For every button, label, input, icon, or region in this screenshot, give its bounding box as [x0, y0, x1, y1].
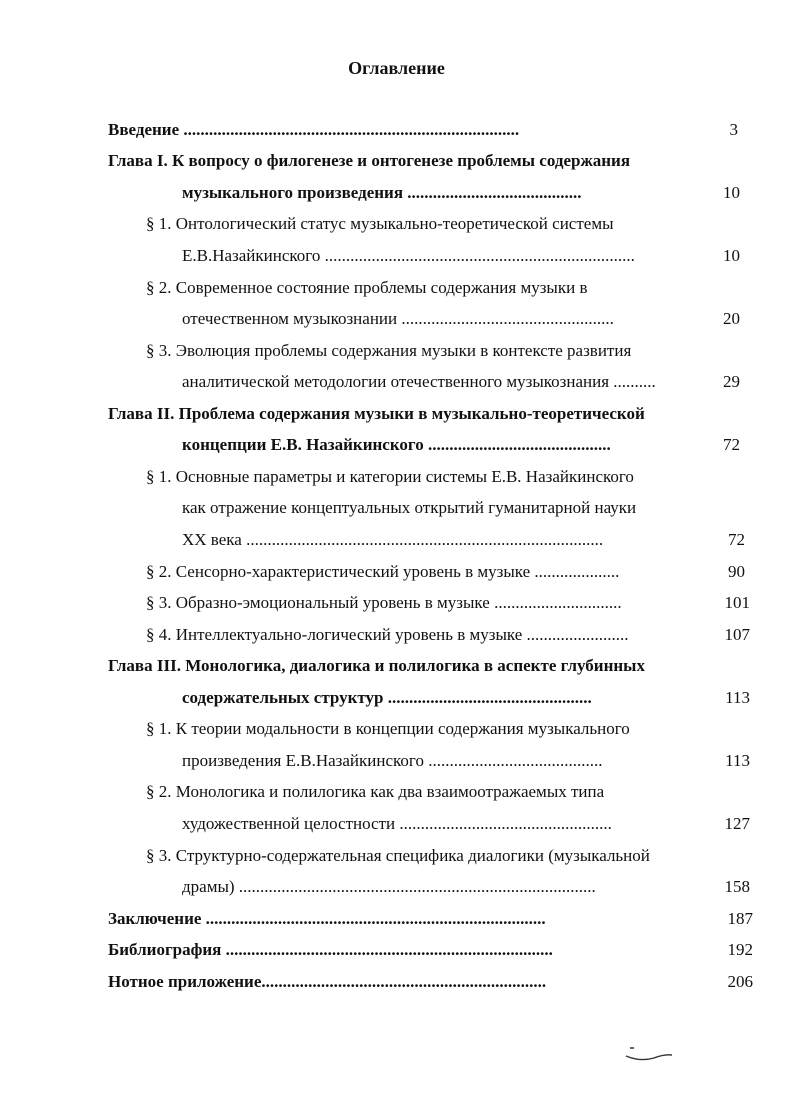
toc-section-1-1-cont: Е.В.Назайкинского ......................................................................... [182, 246, 635, 265]
page-number: 107 [724, 625, 750, 644]
toc-section-3-2-cont: художественной целостности .................................................. [182, 814, 612, 833]
page-number: 29 [723, 372, 740, 391]
toc-chapter-2-heading-cont: концепции Е.В. Назайкинского ........................................... [182, 435, 611, 454]
toc-section-2-2: § 2. Сенсорно-характеристический уровень в музыке .................... [146, 562, 620, 581]
toc-section-3-3-cont: драмы) .................................................................................... [182, 877, 596, 896]
toc-chapter-1-heading-cont: музыкального произведения ......................................... [182, 183, 582, 202]
page-number: 90 [728, 562, 745, 581]
toc-section-2-1-cont: XX века .................................................................................... [182, 530, 604, 549]
toc-section-3-2: § 2. Монологика и полилогика как два взаимоотражаемых типа [146, 782, 605, 801]
pen-stroke-mark [620, 1040, 680, 1070]
toc-section-2-1-cont: как отражение концептуальных открытий гуманитарной науки [182, 498, 637, 517]
toc-chapter-3-heading: Глава III. Монологика, диалогика и полилогика в аспекте глубинных [108, 656, 645, 675]
toc-title: Оглавление [348, 58, 445, 78]
toc-entry-introduction: Введение ............................................................................... [108, 120, 520, 139]
toc-section-1-2-cont: отечественном музыкознании .................................................. [182, 309, 614, 328]
page-number: 72 [728, 530, 745, 549]
page-number: 206 [727, 972, 753, 991]
page-number: 127 [724, 814, 750, 833]
page-number: 10 [723, 183, 740, 202]
toc-section-1-3-cont: аналитической методологии отечественного музыкознания .......... [182, 372, 656, 391]
page-number: 113 [725, 751, 750, 770]
page-number: 10 [723, 246, 740, 265]
toc-entry-music-appendix: Нотное приложение................................................................... [108, 972, 547, 991]
toc-section-3-1: § 1. К теории модальности в концепции содержания музыкального [146, 719, 630, 738]
toc-entry-bibliography: Библиография ............................................................................. [108, 940, 553, 959]
toc-section-3-3: § 3. Структурно-содержательная специфика диалогики (музыкальной [146, 846, 650, 865]
page-number: 3 [729, 120, 738, 139]
toc-section-2-4: § 4. Интеллектуально-логический уровень в музыке ........................ [146, 625, 629, 644]
page-number: 20 [723, 309, 740, 328]
page-number: 192 [727, 940, 753, 959]
toc-section-3-1-cont: произведения Е.В.Назайкинского ......................................... [182, 751, 603, 770]
toc-chapter-3-heading-cont: содержательных структур ................................................ [182, 688, 592, 707]
toc-section-1-1: § 1. Онтологический статус музыкально-теоретической системы [146, 214, 614, 233]
toc-chapter-1-heading: Глава I. К вопросу о филогенезе и онтогенезе проблемы содержания [108, 151, 631, 170]
toc-section-1-3: § 3. Эволюция проблемы содержания музыки в контексте развития [146, 341, 632, 360]
page-number: 72 [723, 435, 740, 454]
toc-section-2-1: § 1. Основные параметры и категории системы Е.В. Назайкинского [146, 467, 634, 486]
page-number: 187 [727, 909, 753, 928]
toc-entry-conclusion: Заключение ................................................................................ [108, 909, 546, 928]
page-number: 113 [725, 688, 750, 707]
toc-section-1-2: § 2. Современное состояние проблемы содержания музыки в [146, 278, 588, 297]
page-number: 158 [724, 877, 750, 896]
toc-chapter-2-heading: Глава II. Проблема содержания музыки в музыкально-теоретической [108, 404, 645, 423]
toc-section-2-3: § 3. Образно-эмоциональный уровень в музыке .............................. [146, 593, 622, 612]
page-number: 101 [724, 593, 750, 612]
